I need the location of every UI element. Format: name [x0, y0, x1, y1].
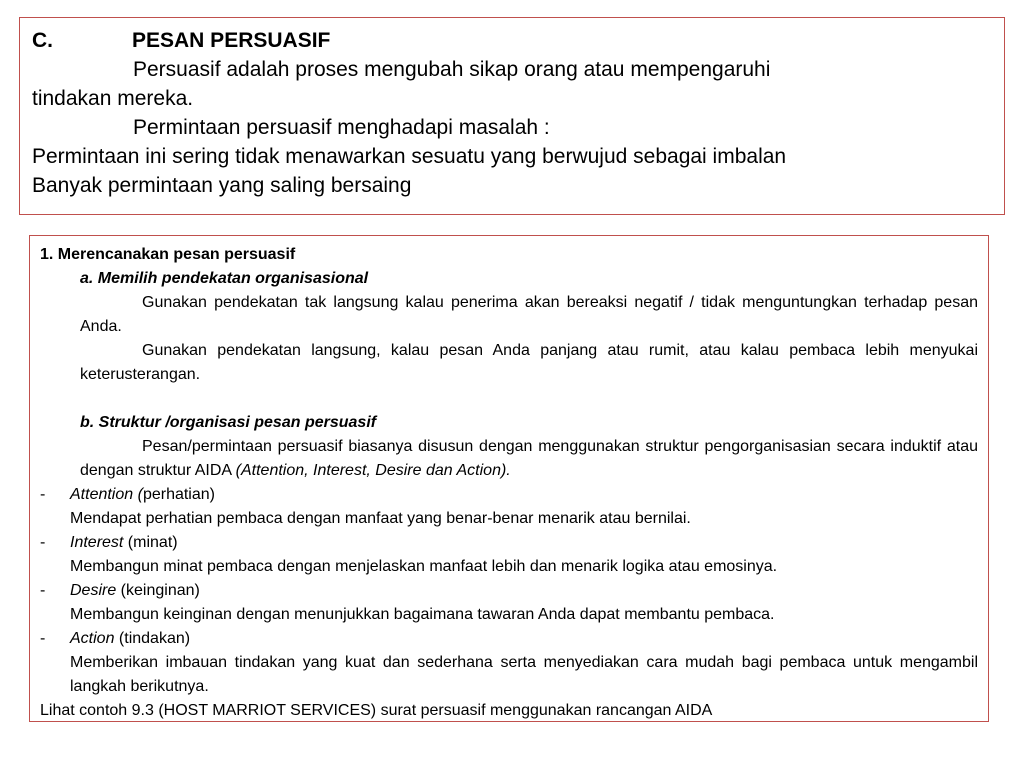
- aida-item-action: [40, 627, 978, 651]
- aida-term-translation: (keinginan): [116, 582, 200, 599]
- definition-line-2: tindakan mereka.: [32, 87, 194, 110]
- bullet-dash: -: [40, 582, 46, 599]
- definition-line-1: Persuasif adalah proses mengubah sikap orang atau mempengaruhi: [133, 58, 771, 81]
- section-letter: C.: [32, 29, 53, 52]
- paragraph-indirect-approach: Gunakan pendekatan tak langsung kalau penerima akan bereaksi negatif / tidak menguntungkan terhadap pesan Anda.: [80, 294, 978, 335]
- aida-item-interest: [40, 531, 978, 555]
- subheading-a: a. Memilih pendekatan organisasional: [80, 270, 369, 287]
- aida-description-action: Memberikan imbauan tindakan yang kuat dan sederhana serta menyediakan cara mudah bagi pembaca untuk mengambil langkah berikutnya.: [70, 654, 978, 695]
- bullet-dash: -: [40, 534, 46, 551]
- aida-term-translation: perhatian): [142, 486, 215, 503]
- bullet-dash: -: [40, 630, 46, 647]
- problem-intro-line: Permintaan persuasif menghadapi masalah :: [133, 116, 550, 139]
- aida-description-attention: Mendapat perhatian pembaca dengan manfaat yang benar-benar menarik atau bernilai.: [70, 510, 691, 527]
- aida-description-desire: Membangun keinginan dengan menunjukkan bagaimana tawaran Anda dapat membantu pembaca.: [70, 606, 775, 623]
- bullet-dash: -: [40, 486, 46, 503]
- problem-line-1: Permintaan ini sering tidak menawarkan sesuatu yang berwujud sebagai imbalan: [32, 145, 787, 168]
- aida-structure-text: Pesan/permintaan persuasif biasanya disusun dengan menggunakan struktur pengorganisasian secara induktif atau dengan struktur AIDA: [80, 438, 978, 479]
- paragraph-aida-structure: [40, 435, 978, 483]
- aida-term: Action: [70, 630, 115, 647]
- section-heading: [32, 26, 994, 55]
- aida-term: Interest: [70, 534, 124, 551]
- planning-persuasive-message-box: [29, 235, 989, 722]
- aida-description-interest: Membangun minat pembaca dengan menjelaskan manfaat lebih dan menarik logika atau emosinya.: [70, 558, 778, 575]
- example-reference: Lihat contoh 9.3 (HOST MARRIOT SERVICES) surat persuasif menggunakan rancangan AIDA: [40, 702, 713, 719]
- aida-term: Desire: [70, 582, 117, 599]
- aida-item-desire: [40, 579, 978, 603]
- aida-item-attention: [40, 483, 978, 507]
- planning-heading: 1. Merencanakan pesan persuasif: [40, 246, 296, 263]
- problem-line-2: Banyak permintaan yang saling bersaing: [32, 174, 412, 197]
- subheading-b: b. Struktur /organisasi pesan persuasif: [80, 414, 377, 431]
- aida-term: Attention (: [70, 486, 143, 503]
- persuasive-message-intro-box: [19, 17, 1005, 215]
- aida-term-translation: (tindakan): [114, 630, 191, 647]
- section-title: PESAN PERSUASIF: [132, 29, 331, 52]
- aida-structure-italic: (Attention, Interest, Desire dan Action).: [235, 462, 511, 479]
- aida-term-translation: (minat): [123, 534, 178, 551]
- spacer: [40, 387, 978, 411]
- paragraph-direct-approach: Gunakan pendekatan langsung, kalau pesan Anda panjang atau rumit, atau kalau pembaca lebih menyukai keterusterangan.: [80, 342, 978, 383]
